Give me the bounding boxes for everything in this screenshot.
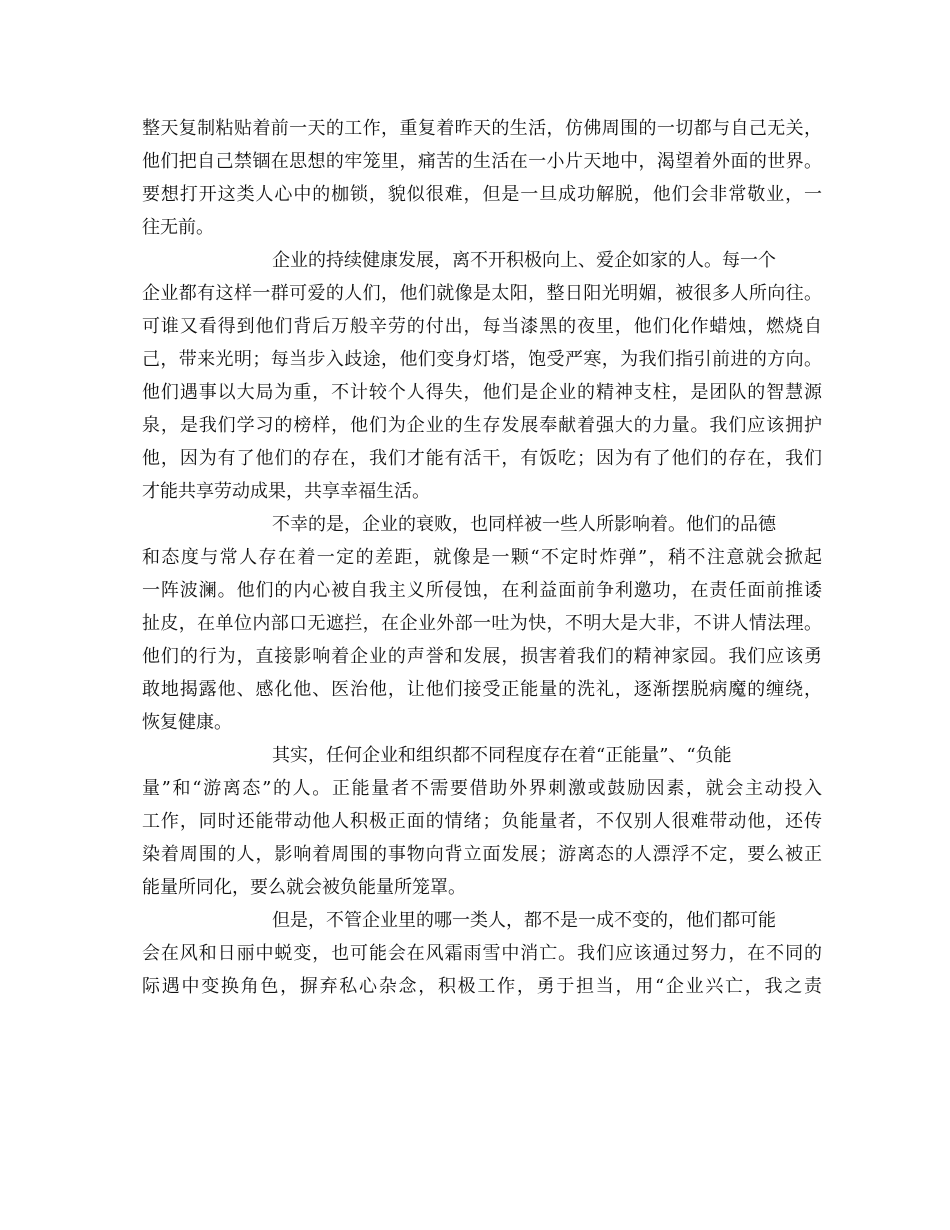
text-line: 可谁又看得到他们背后万般辛劳的付出，每当漆黑的夜里，他们化作蜡烛，燃烧自 xyxy=(142,316,822,337)
paragraph-1 xyxy=(142,112,822,244)
text-line: 和态度与常人存在着一定的差距，就像是一颗“不定时炸弹”，稍不注意就会掀起 xyxy=(142,547,822,568)
text-line: 工作，同时还能带动他人积极正面的情绪；负能量者，不仅别人很难带动他，还传 xyxy=(142,811,822,832)
text-line: 际遇中变换角色，摒弃私心杂念，积极工作，勇于担当，用“企业兴亡，我之责 xyxy=(142,976,822,997)
text-line: 泉，是我们学习的榜样，他们为企业的生存发展奉献着强大的力量。我们应该拥护 xyxy=(142,415,822,436)
text-line: 一阵波澜。他们的内心被自我主义所侵蚀，在利益面前争利邀功，在责任面前推诿 xyxy=(142,580,822,601)
text-line: 恢复健康。 xyxy=(142,712,232,733)
text-line: 其实，任何企业和组织都不同程度存在着“正能量”、“负能 xyxy=(272,745,732,766)
text-line: 企业的持续健康发展，离不开积极向上、爱企如家的人。每一个 xyxy=(272,250,776,271)
paragraph-5 xyxy=(142,904,822,1003)
text-line: 染着周围的人，影响着周围的事物向背立面发展；游离态的人漂浮不定，要么被正 xyxy=(142,844,822,865)
text-line: 企业都有这样一群可爱的人们，他们就像是太阳，整日阳光明媚，被很多人所向往。 xyxy=(142,283,822,304)
text-line: 他，因为有了他们的存在，我们才能有活干，有饭吃；因为有了他们的存在，我们 xyxy=(142,448,822,469)
text-line: 己，带来光明；每当步入歧途，他们变身灯塔，饱受严寒，为我们指引前进的方向。 xyxy=(142,349,822,370)
body-text xyxy=(142,112,822,1003)
text-line: 但是，不管企业里的哪一类人，都不是一成不变的，他们都可能 xyxy=(272,910,776,931)
paragraph-4 xyxy=(142,739,822,904)
text-line: 敢地揭露他、感化他、医治他，让他们接受正能量的洗礼，逐渐摆脱病魔的缠绕， xyxy=(142,679,822,700)
paragraph-3 xyxy=(142,508,822,739)
text-line: 才能共享劳动成果，共享幸福生活。 xyxy=(142,481,430,502)
text-line: 整天复制粘贴着前一天的工作，重复着昨天的生活，仿佛周围的一切都与自己无关， xyxy=(142,118,822,139)
text-line: 量”和“游离态”的人。正能量者不需要借助外界刺激或鼓励因素，就会主动投入 xyxy=(142,778,822,799)
text-line: 能量所同化，要么就会被负能量所笼罩。 xyxy=(142,877,466,898)
text-line: 不幸的是，企业的衰败，也同样被一些人所影响着。他们的品德 xyxy=(272,514,776,535)
text-line: 会在风和日丽中蜕变，也可能会在风霜雨雪中消亡。我们应该通过努力，在不同的 xyxy=(142,943,822,964)
text-line: 他们把自己禁锢在思想的牢笼里，痛苦的生活在一小片天地中，渴望着外面的世界。 xyxy=(142,151,822,172)
text-line: 他们遇事以大局为重，不计较个人得失，他们是企业的精神支柱，是团队的智慧源 xyxy=(142,382,822,403)
text-line: 扯皮，在单位内部口无遮拦，在企业外部一吐为快，不明大是大非，不讲人情法理。 xyxy=(142,613,822,634)
text-line: 往无前。 xyxy=(142,217,214,238)
text-line: 他们的行为，直接影响着企业的声誉和发展，损害着我们的精神家园。我们应该勇 xyxy=(142,646,822,667)
paragraph-2 xyxy=(142,244,822,508)
text-line: 要想打开这类人心中的枷锁，貌似很难，但是一旦成功解脱，他们会非常敬业，一 xyxy=(142,184,822,205)
